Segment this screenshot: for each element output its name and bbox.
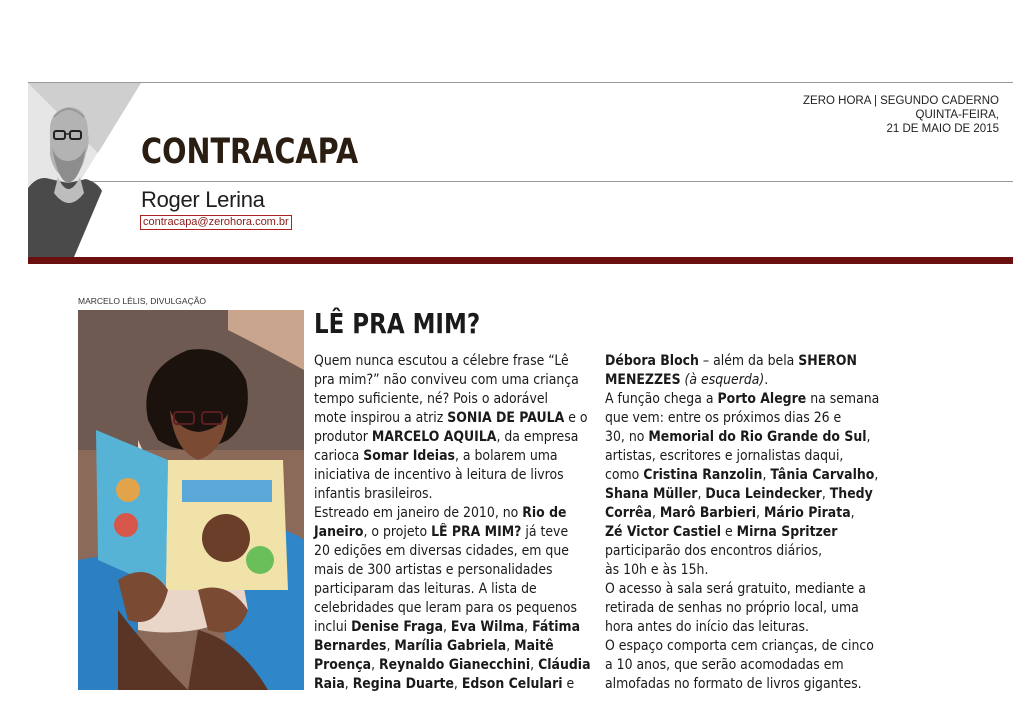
highlighted-name: Reynaldo Gianecchini: [379, 657, 531, 673]
article-text: A função chega a: [605, 391, 718, 407]
article-line: [605, 428, 869, 447]
highlighted-name: Marília Gabriela: [394, 638, 507, 654]
article-line: [314, 371, 579, 390]
article-line: [314, 466, 569, 485]
article-text: retirada de senhas no próprio local, uma: [605, 600, 859, 616]
article-line: [314, 390, 569, 409]
article-line: [605, 485, 873, 504]
article-photo-woman-reading: [78, 310, 304, 690]
highlighted-name: Somar Ideias: [363, 448, 455, 464]
article-text: (à esquerda): [684, 372, 765, 388]
article-line: [605, 675, 869, 694]
article-text: O acesso à sala será gratuito, mediante a: [605, 581, 866, 597]
article-line: [314, 542, 569, 561]
article-text: infantis brasileiros.: [314, 486, 433, 502]
masthead-publication: ZERO HORA | SEGUNDO CADERNO: [803, 95, 999, 107]
article-text: produtor: [314, 429, 372, 445]
article-text: ,: [344, 676, 353, 692]
highlighted-name: MARCELO AQUILA: [371, 429, 497, 445]
article-text: mais de 300 artistas e personalidades: [314, 562, 553, 578]
article-text: celebridades que leram para os pequenos: [314, 600, 578, 616]
highlighted-name: Denise Fraga: [351, 619, 443, 635]
article-text: ,: [386, 638, 395, 654]
article-line: [314, 656, 591, 675]
highlighted-name: Edson Celulari: [461, 676, 563, 692]
section-title: CONTRACAPA: [141, 132, 359, 172]
article-text: O espaço comporta cem crianças, de cinco: [605, 638, 874, 654]
article-line: [605, 637, 874, 656]
highlighted-name: LÊ PRA MIM?: [431, 524, 522, 540]
article-text: , a bolarem uma: [454, 448, 558, 464]
masthead-weekday: QUINTA-FEIRA,: [915, 109, 999, 121]
article-text: ,: [866, 429, 871, 445]
article-line: [314, 618, 580, 637]
highlighted-name: Duca Leindecker: [705, 486, 822, 502]
article-text: carioca: [314, 448, 364, 464]
highlighted-name: Raia: [314, 676, 345, 692]
article-text: ,: [874, 467, 879, 483]
article-line: [605, 599, 869, 618]
article-line: [605, 371, 869, 390]
highlighted-name: SONIA DE PAULA: [447, 410, 565, 426]
article-line: [314, 504, 569, 523]
article-text: às 10h e às 15h.: [605, 562, 709, 578]
article-text: mote inspirou a atriz: [314, 410, 448, 426]
highlighted-name: Eva Wilma: [450, 619, 525, 635]
article-text: artistas, escritores e jornalistas daqui,: [605, 448, 844, 464]
article-headline: LÊ PRA MIM?: [314, 307, 481, 340]
article-text: na semana: [806, 391, 880, 407]
highlighted-name: Rio de: [522, 505, 567, 521]
article-line: [314, 599, 578, 618]
article-text: hora antes do início das leituras.: [605, 619, 809, 635]
author-name: Roger Lerina: [141, 187, 265, 212]
article-line: [605, 504, 869, 523]
article-text: já teve: [521, 524, 569, 540]
article-text: e o: [564, 410, 588, 426]
highlighted-name: Mirna Spritzer: [736, 524, 838, 540]
article-text: ,: [850, 505, 855, 521]
article-text: e: [562, 676, 575, 692]
article-text: iniciativa de incentivo à leitura de livros: [314, 467, 564, 483]
article-text: .: [764, 372, 769, 388]
photo-credit: MARCELO LÉLIS, DIVULGAÇÃO: [78, 296, 207, 306]
article-line: [605, 466, 879, 485]
article-text: ,: [821, 486, 830, 502]
article-text: ,: [453, 676, 462, 692]
article-text: participaram das leituras. A lista de: [314, 581, 537, 597]
highlighted-name: Zé Victor Castiel: [605, 524, 722, 540]
highlighted-name: Memorial do Rio Grande do Sul: [648, 429, 867, 445]
masthead-date: 21 DE MAIO DE 2015: [886, 123, 999, 135]
highlighted-name: Proença: [314, 657, 372, 673]
article-line: [314, 675, 575, 694]
article-text: e: [721, 524, 737, 540]
article-line: [605, 618, 869, 637]
article-text: almofadas no formato de livros gigantes.: [605, 676, 862, 692]
article-text: Estreado em janeiro de 2010, no: [314, 505, 523, 521]
masthead: [803, 94, 999, 136]
article-line: [605, 580, 869, 599]
article-line: [314, 561, 569, 580]
middle-rule: [28, 181, 1013, 182]
article-line: [605, 390, 880, 409]
article-line: [314, 485, 569, 504]
article-text: tempo suficiente, né? Pois o adorável: [314, 391, 548, 407]
author-portrait-image: [28, 83, 141, 257]
article-text: pra mim?” não conviveu com uma criança: [314, 372, 579, 388]
article-text: ,: [756, 505, 765, 521]
article-text: Quem nunca escutou a célebre frase “Lê: [314, 353, 569, 369]
article-line: [314, 428, 579, 447]
highlighted-name: Marô Barbieri: [659, 505, 757, 521]
article-text: 20 edições em diversas cidades, em que: [314, 543, 569, 559]
highlighted-name: Tânia Carvalho: [770, 467, 875, 483]
highlighted-name: Janeiro: [314, 524, 364, 540]
highlighted-name: Bernardes: [314, 638, 387, 654]
article-column-1: [314, 352, 604, 694]
article-text: inclui: [314, 619, 352, 635]
top-rule: [28, 82, 1013, 83]
article-text: ,: [651, 505, 660, 521]
article-line: [605, 352, 869, 371]
article-text: – além da bela: [698, 353, 799, 369]
highlighted-name: Cláudia: [538, 657, 591, 673]
article-column-2: [605, 352, 905, 694]
article-text: ,: [524, 619, 533, 635]
article-line: [314, 447, 569, 466]
article-text: , o projeto: [363, 524, 432, 540]
article-text: ,: [371, 657, 380, 673]
article-text: ,: [697, 486, 706, 502]
highlighted-name: Porto Alegre: [717, 391, 807, 407]
article-line: [314, 409, 588, 428]
article-line: [605, 561, 869, 580]
article-line: [605, 656, 869, 675]
article-text: 30, no: [605, 429, 649, 445]
article-line: [314, 580, 569, 599]
article-line: [605, 447, 869, 466]
highlighted-name: MENEZZES: [605, 372, 681, 388]
article-line: [314, 523, 569, 542]
article-line: [605, 542, 869, 561]
article-line: [314, 637, 569, 656]
highlighted-name: Débora Bloch: [605, 353, 699, 369]
author-email-link[interactable]: contracapa@zerohora.com.br: [140, 215, 292, 230]
highlighted-name: Mário Pirata: [764, 505, 851, 521]
article-line: [314, 352, 569, 371]
section-accent-bar: [28, 257, 1013, 264]
article-text: que vem: entre os próximos dias 26 e: [605, 410, 842, 426]
highlighted-name: SHERON: [798, 353, 857, 369]
highlighted-name: Shana Müller: [605, 486, 698, 502]
highlighted-name: Cristina Ranzolin: [643, 467, 763, 483]
article-text: ,: [530, 657, 539, 673]
article-text: a 10 anos, que serão acomodadas em: [605, 657, 844, 673]
highlighted-name: Maitê: [514, 638, 554, 654]
article-line: [605, 523, 869, 542]
article-text: , da empresa: [496, 429, 579, 445]
article-text: ,: [506, 638, 515, 654]
article-text: ,: [762, 467, 771, 483]
article-line: [605, 409, 869, 428]
highlighted-name: Corrêa: [605, 505, 652, 521]
highlighted-name: Thedy: [829, 486, 873, 502]
article-text: participarão dos encontros diários,: [605, 543, 823, 559]
highlighted-name: Fátima: [532, 619, 580, 635]
highlighted-name: Regina Duarte: [352, 676, 454, 692]
article-text: ,: [442, 619, 451, 635]
article-text: como: [605, 467, 644, 483]
